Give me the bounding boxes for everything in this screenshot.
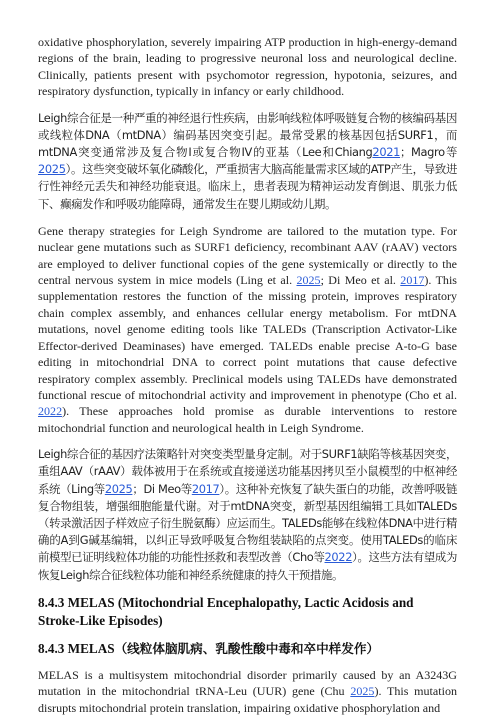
paragraph-text: Leigh综合征是一种严重的神经退行性疾病，由影响线粒体呼吸链复合物的核编码基因或线粒体DNA（mtDNA）编码基因突变引起。最常受累的核基因包括SURF1，而mtDNA突变通常涉及复合物I或复合物IV的亚基（Lee和Chiang bbox=[38, 110, 457, 160]
paragraph-text: Leigh综合征的基因疗法策略针对突变类型量身定制。对于SURF1缺陷等核基因突变，重组AAV（rAAV）载体被用于在系统或直接递送功能基因拷贝至小鼠模型的中枢神经系统（Ling等 bbox=[38, 447, 457, 496]
paragraph-en-leigh-pathology bbox=[38, 34, 457, 100]
citation-link[interactable]: 2025 bbox=[296, 273, 321, 288]
section-heading-en: 8.4.3 MELAS (Mitochondrial Encephalopathy, Lactic Acidosis and Stroke-Like Episodes) bbox=[38, 594, 414, 628]
citation-link[interactable]: 2025 bbox=[38, 162, 66, 177]
paragraph-text: ；Magro等 bbox=[400, 145, 457, 160]
section-number: 8.4.3 MELAS bbox=[38, 640, 115, 656]
paragraph-zh-gene-therapy bbox=[38, 446, 457, 584]
paragraph-text: ）。这些突变破坏氧化磷酸化，严重损害大脑高能量需求区域的ATP产生，导致进行性神经元丢失和神经功能衰退。临床上，患者表现为精神运动发育倒退、肌张力低下、癫痫发作和呼吸功能障碍，通常发生在婴儿期或幼儿期。 bbox=[38, 162, 457, 211]
citation-link[interactable]: 2025 bbox=[104, 481, 133, 496]
paragraph-zh-leigh-pathology bbox=[38, 110, 457, 213]
citation-link[interactable]: 2022 bbox=[324, 550, 353, 565]
paragraph-text: ; Di Meo et al. bbox=[320, 273, 401, 288]
paragraph-text: oxidative phosphorylation, severely impairing ATP production in high-energy-demand regions of the brain, leading to progressive neuronal loss and neurological decline. Clinically, patients present with psychomotor regression, hypotonia, seizures, and respiratory dysfunction, typically in infancy or early childhood. bbox=[38, 35, 457, 99]
section-heading-zh bbox=[38, 640, 457, 658]
citation-link[interactable]: 2021 bbox=[372, 145, 401, 160]
citation-link[interactable]: 2022 bbox=[38, 404, 63, 419]
citation-link[interactable]: 2017 bbox=[400, 273, 425, 288]
paragraph-text: ）。这些方法有望成为恢复Leigh综合征线粒体功能和神经系统健康的持久干预措施。 bbox=[38, 550, 457, 582]
paragraph-en-gene-therapy bbox=[38, 223, 457, 436]
paragraph-en-melas bbox=[38, 667, 457, 716]
paragraph-text: MELAS is a multisystem mitochondrial disorder primarily caused by an A3243G mutation in the mitochondrial tRNA-Leu (UUR) gene (Chu bbox=[38, 667, 457, 699]
section-title-zh: （线粒体脑肌病、乳酸性酸中毒和卒中样发作） bbox=[114, 640, 380, 656]
paragraph-text: ）。这种补充恢复了缺失蛋白的功能，改善呼吸链复合物组装，增强细胞能量代谢。对于mtDNA突变，新型基因组编辑工具如TALEDs（转录激活因子样效应子衍生脱氨酶）应运而生。TALEDs能够在线粒体DNA中进行精确的A到G碱基编辑，以纠正导致呼吸复合物组装缺陷的点突变。使用TALEDs的临床前模型已证明线粒体功能的功能性拯救和表型改善（Cho等 bbox=[38, 481, 457, 565]
citation-link[interactable]: 2025 bbox=[350, 684, 375, 699]
paragraph-text: ；Di Meo等 bbox=[132, 481, 192, 496]
paragraph-text: Gene therapy strategies for Leigh Syndrome are tailored to the mutation type. For nuclear gene mutations such as SURF1 deficiency, recombinant AAV (rAAV) vectors are employed to deliver functional copies of the gene systemically or directly to the central nervous system in mice models (Ling et al. bbox=[38, 223, 457, 288]
paragraph-text: ). This mutation disrupts mitochondrial protein translation, impairing oxidative phosphorylation and bbox=[38, 684, 457, 715]
paragraph-text: ). These approaches hold promise as durable interventions to restore mitochondrial function and neurological health in Leigh Syndrome. bbox=[38, 404, 457, 435]
paragraph-text: ). This supplementation restores the function of the missing protein, improves respiratory chain complex assembly, and enhances cellular energy metabolism. For mtDNA mutations, novel genome editing tools like TALEDs (Transcription Activator-Like Effector-derived Deaminases) have emerged. TALEDs enable precise A-to-G base editing in mitochondrial DNA to correct point mutations that cause defective respiratory complex assembly. Preclinical models using TALEDs have demonstrated functional rescue of mitochondrial activity and improvement in phenotype (Cho et al. bbox=[38, 273, 457, 402]
citation-link[interactable]: 2017 bbox=[191, 481, 220, 496]
